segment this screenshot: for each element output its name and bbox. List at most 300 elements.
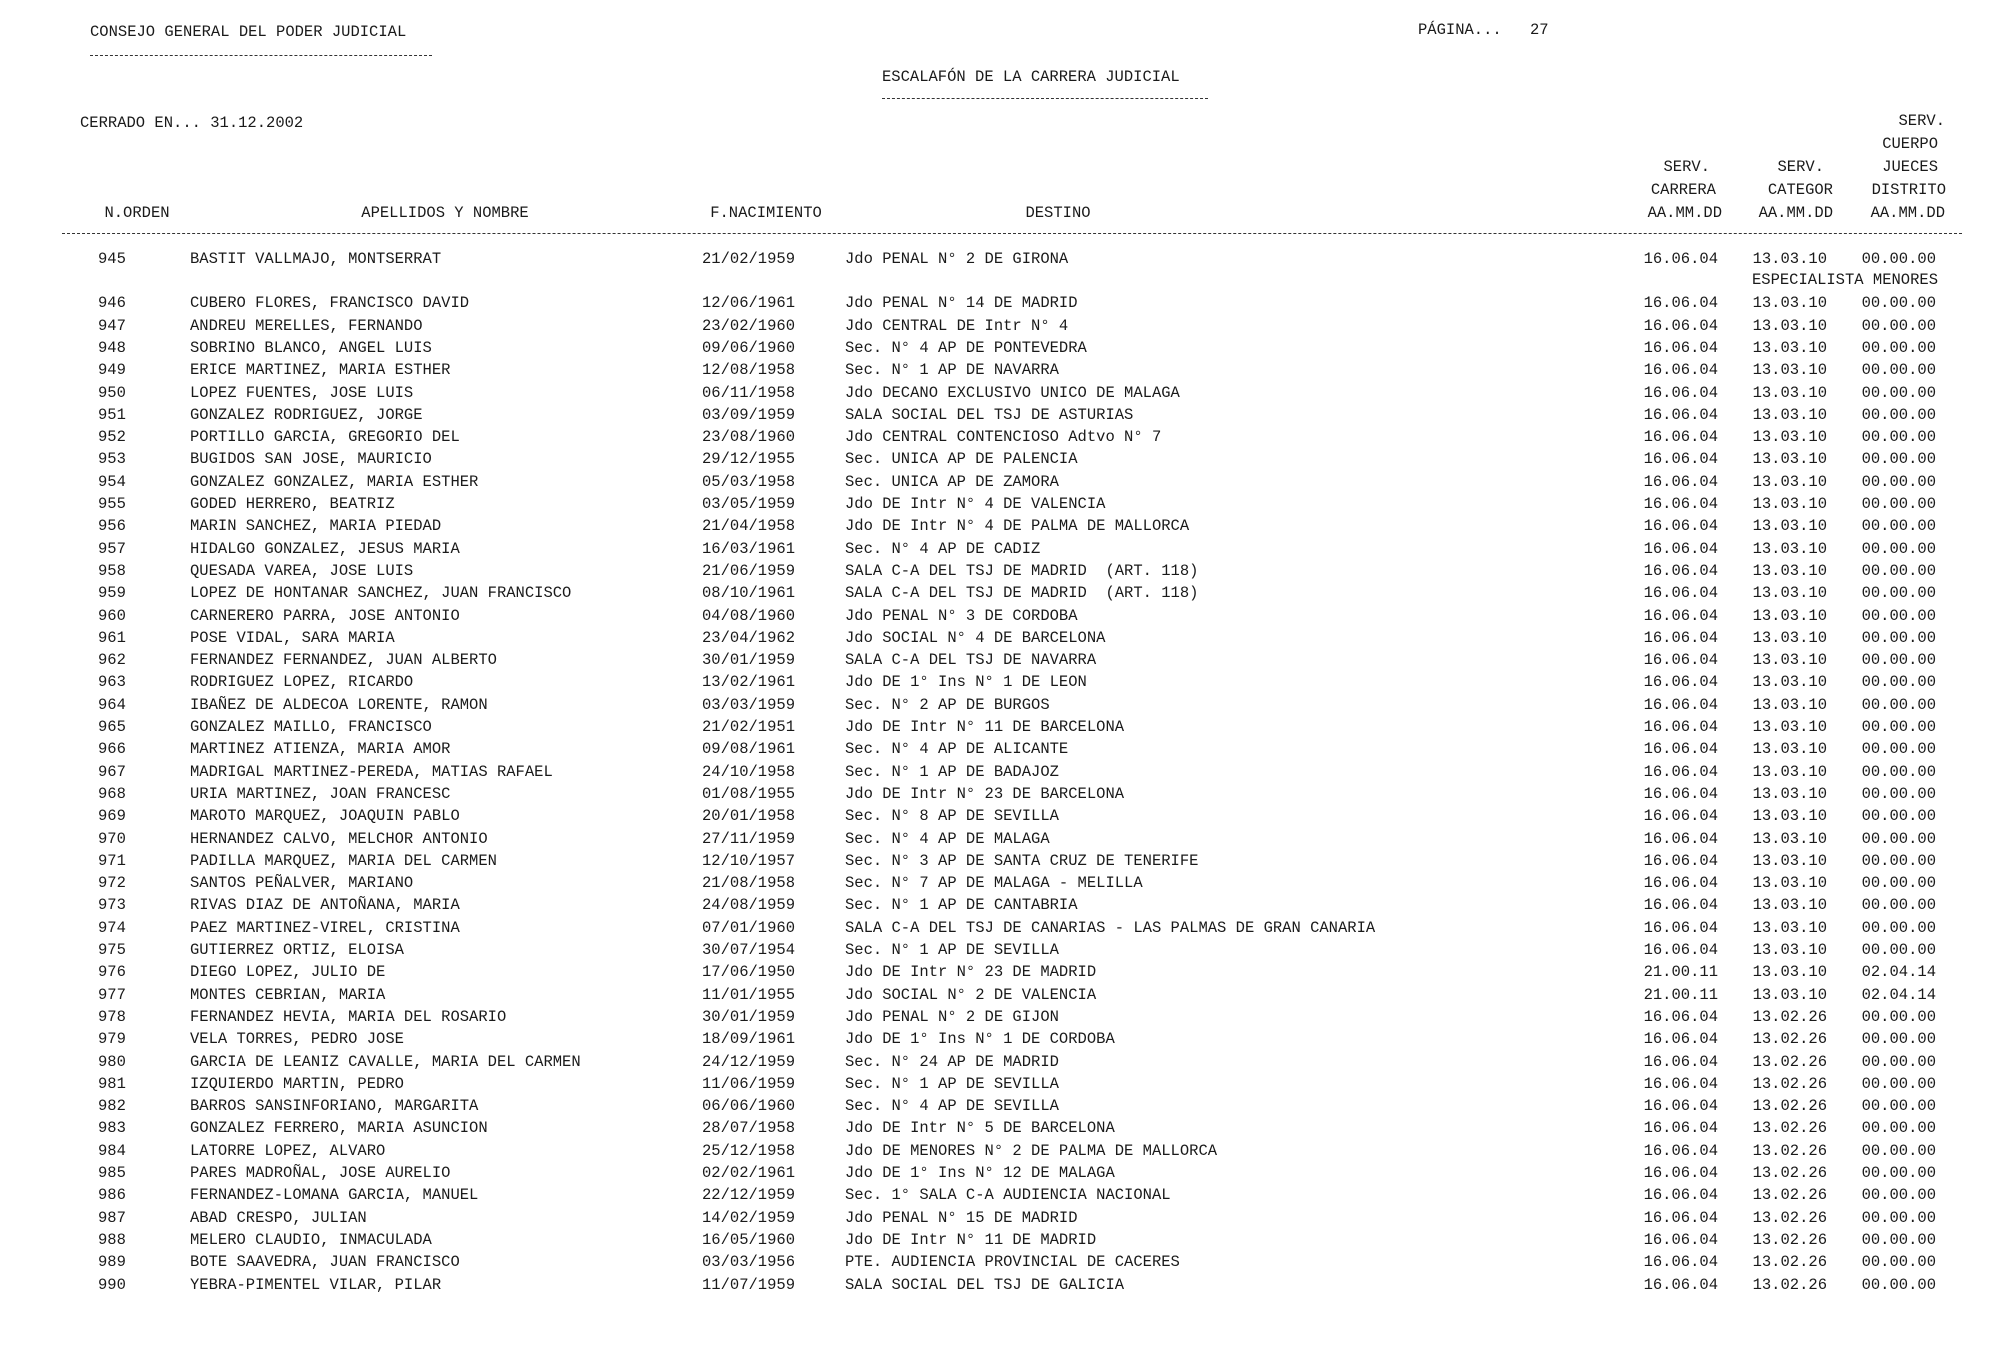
row-serv-categor: 13.03.10 <box>1752 985 1827 1004</box>
row-serv-categor: 13.03.10 <box>1752 450 1827 469</box>
row-serv-carrera: 16.06.04 <box>1643 718 1718 736</box>
row-orden: 964 <box>98 695 126 714</box>
col-header-carrera-3: AA.MM.DD <box>1647 204 1722 222</box>
row-serv-categor: 13.02.26 <box>1752 1097 1827 1116</box>
row-serv-cuerpo: 00.00.00 <box>1861 294 1936 313</box>
row-serv-categor: 13.03.10 <box>1752 941 1827 959</box>
page-number: 27 <box>1530 21 1549 39</box>
row-serv-carrera: 16.06.04 <box>1643 941 1718 959</box>
row-destino: PTE. AUDIENCIA PROVINCIAL DE CACERES <box>845 1253 1180 1272</box>
row-orden: 966 <box>98 740 126 759</box>
row-destino: Jdo DECANO EXCLUSIVO UNICO DE MALAGA <box>845 383 1180 402</box>
row-name: LATORRE LOPEZ, ALVARO <box>190 1141 386 1160</box>
row-birth: 14/02/1959 <box>702 1208 796 1227</box>
header-separator <box>62 233 1962 234</box>
row-name: PORTILLO GARCIA, GREGORIO DEL <box>190 428 460 447</box>
row-serv-cuerpo: 00.00.00 <box>1861 918 1936 937</box>
row-destino: Jdo DE 1° Ins N° 1 DE LEON <box>845 673 1087 692</box>
row-serv-cuerpo: 02.04.14 <box>1861 963 1936 982</box>
row-serv-carrera: 16.06.04 <box>1643 361 1718 380</box>
row-serv-carrera: 16.06.04 <box>1643 539 1718 558</box>
row-destino: Jdo DE Intr N° 4 DE PALMA DE MALLORCA <box>845 517 1190 536</box>
row-destino: Jdo DE Intr N° 11 DE BARCELONA <box>845 718 1125 736</box>
col-header-categor-3: AA.MM.DD <box>1758 204 1833 222</box>
row-orden: 954 <box>98 472 126 491</box>
row-orden: 967 <box>98 762 126 781</box>
row-serv-categor: 13.03.10 <box>1752 874 1827 893</box>
row-serv-carrera: 16.06.04 <box>1643 1275 1718 1294</box>
row-destino: Sec. N° 4 AP DE SEVILLA <box>845 1097 1059 1116</box>
row-serv-cuerpo: 00.00.00 <box>1861 250 1936 268</box>
row-serv-categor: 13.02.26 <box>1752 1030 1827 1049</box>
row-serv-categor: 13.02.26 <box>1752 1208 1827 1227</box>
row-serv-cuerpo: 00.00.00 <box>1861 740 1936 759</box>
row-serv-categor: 13.02.26 <box>1752 1253 1827 1272</box>
row-serv-cuerpo: 00.00.00 <box>1861 405 1936 424</box>
row-serv-carrera: 16.06.04 <box>1643 1097 1718 1116</box>
row-birth: 08/10/1961 <box>702 584 796 603</box>
row-name: PARES MADROÑAL, JOSE AURELIO <box>190 1164 451 1182</box>
row-name: MONTES CEBRIAN, MARIA <box>190 985 386 1004</box>
row-destino: Sec. 1° SALA C-A AUDIENCIA NACIONAL <box>845 1186 1171 1205</box>
row-orden: 986 <box>98 1186 126 1205</box>
row-orden: 955 <box>98 495 126 513</box>
row-destino: Sec. N° 3 AP DE SANTA CRUZ DE TENERIFE <box>845 851 1199 870</box>
row-serv-cuerpo: 00.00.00 <box>1861 784 1936 803</box>
row-serv-categor: 13.03.10 <box>1752 472 1827 491</box>
row-orden: 990 <box>98 1275 126 1294</box>
row-serv-carrera: 16.06.04 <box>1643 338 1718 357</box>
row-birth: 24/08/1959 <box>702 896 796 915</box>
row-destino: Jdo SOCIAL N° 4 DE BARCELONA <box>845 628 1106 647</box>
row-orden: 973 <box>98 896 126 915</box>
row-serv-cuerpo: 00.00.00 <box>1861 338 1936 357</box>
row-serv-categor: 13.03.10 <box>1752 851 1827 870</box>
row-serv-categor: 13.03.10 <box>1752 428 1827 447</box>
row-serv-carrera: 16.06.04 <box>1643 673 1718 692</box>
row-serv-cuerpo: 00.00.00 <box>1861 472 1936 491</box>
row-orden: 971 <box>98 851 126 870</box>
row-name: GONZALEZ GONZALEZ, MARIA ESTHER <box>190 472 479 491</box>
row-name: IZQUIERDO MARTIN, PEDRO <box>190 1074 404 1093</box>
row-serv-categor: 13.03.10 <box>1752 294 1827 313</box>
row-serv-cuerpo: 00.00.00 <box>1861 361 1936 380</box>
row-serv-categor: 13.03.10 <box>1752 250 1827 268</box>
row-serv-categor: 13.02.26 <box>1752 1230 1827 1249</box>
row-orden: 978 <box>98 1007 126 1026</box>
col-header-carrera-2: CARRERA <box>1650 181 1716 199</box>
row-serv-carrera: 16.06.04 <box>1643 762 1718 781</box>
row-serv-carrera: 16.06.04 <box>1643 1119 1718 1138</box>
col-header-carrera-1: SERV. <box>1663 158 1710 176</box>
row-serv-carrera: 16.06.04 <box>1643 784 1718 803</box>
row-serv-cuerpo: 00.00.00 <box>1861 1030 1936 1049</box>
row-name: FERNANDEZ-LOMANA GARCIA, MANUEL <box>190 1186 479 1205</box>
row-orden: 963 <box>98 673 126 692</box>
row-birth: 09/06/1960 <box>702 338 796 357</box>
row-serv-carrera: 16.06.04 <box>1643 829 1718 848</box>
row-serv-categor: 13.03.10 <box>1752 338 1827 357</box>
row-birth: 07/01/1960 <box>702 918 796 937</box>
row-serv-cuerpo: 00.00.00 <box>1861 517 1936 536</box>
row-name: LOPEZ FUENTES, JOSE LUIS <box>190 383 414 402</box>
row-serv-carrera: 16.06.04 <box>1643 450 1718 469</box>
row-destino: Jdo DE Intr N° 23 DE BARCELONA <box>845 784 1125 803</box>
row-serv-categor: 13.03.10 <box>1752 918 1827 937</box>
row-serv-categor: 13.03.10 <box>1752 539 1827 558</box>
row-birth: 12/06/1961 <box>702 294 796 313</box>
row-serv-cuerpo: 00.00.00 <box>1861 695 1936 714</box>
row-destino: Sec. N° 4 AP DE ALICANTE <box>845 740 1069 759</box>
row-orden: 976 <box>98 963 126 982</box>
row-orden: 988 <box>98 1230 126 1249</box>
row-serv-categor: 13.03.10 <box>1752 517 1827 536</box>
row-birth: 21/06/1959 <box>702 561 796 580</box>
row-birth: 25/12/1958 <box>702 1141 796 1160</box>
row-serv-categor: 13.02.26 <box>1752 1119 1827 1138</box>
row-destino: Jdo PENAL N° 2 DE GIJON <box>845 1007 1059 1026</box>
row-serv-categor: 13.02.26 <box>1752 1164 1827 1182</box>
row-birth: 21/08/1958 <box>702 874 796 893</box>
row-destino: SALA C-A DEL TSJ DE NAVARRA <box>845 651 1097 670</box>
specialist-note: ESPECIALISTA MENORES <box>1751 271 1938 289</box>
row-serv-carrera: 16.06.04 <box>1643 807 1718 826</box>
row-birth: 05/03/1958 <box>702 472 796 491</box>
organization-name: CONSEJO GENERAL DEL PODER JUDICIAL <box>90 23 407 41</box>
row-birth: 16/05/1960 <box>702 1230 796 1249</box>
row-name: BOTE SAAVEDRA, JUAN FRANCISCO <box>190 1253 460 1272</box>
row-serv-cuerpo: 00.00.00 <box>1861 1097 1936 1116</box>
row-birth: 03/09/1959 <box>702 405 796 424</box>
row-orden: 946 <box>98 294 126 313</box>
row-serv-carrera: 16.06.04 <box>1643 628 1718 647</box>
row-name: CARNERERO PARRA, JOSE ANTONIO <box>190 606 460 625</box>
row-birth: 03/03/1956 <box>702 1253 796 1272</box>
row-name: GONZALEZ MAILLO, FRANCISCO <box>190 718 432 736</box>
row-name: DIEGO LOPEZ, JULIO DE <box>190 963 386 982</box>
row-name: VELA TORRES, PEDRO JOSE <box>190 1030 404 1049</box>
row-orden: 956 <box>98 517 126 536</box>
row-serv-cuerpo: 00.00.00 <box>1861 1007 1936 1026</box>
row-destino: Jdo SOCIAL N° 2 DE VALENCIA <box>845 985 1097 1004</box>
row-orden: 968 <box>98 784 126 803</box>
row-birth: 12/08/1958 <box>702 361 796 380</box>
page-label: PÁGINA... <box>1418 21 1502 39</box>
row-birth: 21/02/1959 <box>702 250 796 268</box>
col-header-orden: N.ORDEN <box>104 204 170 222</box>
row-orden: 948 <box>98 338 126 357</box>
closing-date: CERRADO EN... 31.12.2002 <box>80 114 304 132</box>
row-destino: Jdo PENAL N° 3 DE CORDOBA <box>845 606 1078 625</box>
row-birth: 30/01/1959 <box>702 1007 796 1026</box>
row-name: FERNANDEZ HEVIA, MARIA DEL ROSARIO <box>190 1007 507 1026</box>
row-serv-carrera: 16.06.04 <box>1643 383 1718 402</box>
row-orden: 977 <box>98 985 126 1004</box>
col-header-categor-1: SERV. <box>1777 158 1824 176</box>
row-orden: 949 <box>98 361 126 380</box>
row-destino: Jdo DE Intr N° 11 DE MADRID <box>845 1230 1097 1249</box>
row-serv-carrera: 16.06.04 <box>1643 472 1718 491</box>
row-birth: 09/08/1961 <box>702 740 796 759</box>
row-name: QUESADA VAREA, JOSE LUIS <box>190 561 414 580</box>
row-name: FERNANDEZ FERNANDEZ, JUAN ALBERTO <box>190 651 497 670</box>
row-name: CUBERO FLORES, FRANCISCO DAVID <box>190 294 470 313</box>
row-destino: SALA C-A DEL TSJ DE CANARIAS - LAS PALMAS DE GRAN CANARIA <box>845 918 1376 937</box>
row-name: GONZALEZ FERRERO, MARIA ASUNCION <box>190 1119 488 1138</box>
row-serv-categor: 13.03.10 <box>1752 606 1827 625</box>
row-serv-categor: 13.03.10 <box>1752 829 1827 848</box>
row-birth: 28/07/1958 <box>702 1119 796 1138</box>
document-title: ESCALAFÓN DE LA CARRERA JUDICIAL <box>882 68 1180 86</box>
row-serv-cuerpo: 00.00.00 <box>1861 1253 1936 1272</box>
row-serv-categor: 13.03.10 <box>1752 740 1827 759</box>
row-destino: Sec. N° 4 AP DE PONTEVEDRA <box>845 338 1087 357</box>
row-destino: Jdo CENTRAL CONTENCIOSO Adtvo N° 7 <box>845 428 1162 447</box>
row-serv-cuerpo: 00.00.00 <box>1861 718 1936 736</box>
row-birth: 22/12/1959 <box>702 1186 796 1205</box>
row-orden: 965 <box>98 718 126 736</box>
row-orden: 969 <box>98 807 126 826</box>
row-serv-carrera: 16.06.04 <box>1643 874 1718 893</box>
row-birth: 30/07/1954 <box>702 941 796 959</box>
col-header-categor-2: CATEGOR <box>1767 181 1833 199</box>
row-serv-carrera: 16.06.04 <box>1643 740 1718 759</box>
row-destino: Sec. N° 1 AP DE CANTABRIA <box>845 896 1078 915</box>
row-serv-carrera: 16.06.04 <box>1643 495 1718 513</box>
row-orden: 950 <box>98 383 126 402</box>
row-destino: Jdo PENAL N° 14 DE MADRID <box>845 294 1078 313</box>
row-serv-categor: 13.03.10 <box>1752 361 1827 380</box>
row-birth: 12/10/1957 <box>702 851 796 870</box>
row-name: GODED HERRERO, BEATRIZ <box>190 495 395 513</box>
row-birth: 13/02/1961 <box>702 673 796 692</box>
row-serv-cuerpo: 00.00.00 <box>1861 673 1936 692</box>
row-serv-categor: 13.03.10 <box>1752 383 1827 402</box>
row-destino: Jdo CENTRAL DE Intr N° 4 <box>845 316 1069 335</box>
row-birth: 01/08/1955 <box>702 784 796 803</box>
row-serv-carrera: 16.06.04 <box>1643 606 1718 625</box>
row-serv-categor: 13.03.10 <box>1752 316 1827 335</box>
row-destino: Jdo DE Intr N° 23 DE MADRID <box>845 963 1097 982</box>
row-serv-categor: 13.03.10 <box>1752 762 1827 781</box>
row-serv-carrera: 16.06.04 <box>1643 1164 1718 1182</box>
row-destino: Sec. N° 4 AP DE MALAGA <box>845 829 1050 848</box>
row-destino: Sec. N° 1 AP DE NAVARRA <box>845 361 1059 380</box>
row-serv-cuerpo: 00.00.00 <box>1861 1141 1936 1160</box>
row-destino: SALA SOCIAL DEL TSJ DE ASTURIAS <box>845 405 1134 424</box>
row-serv-categor: 13.02.26 <box>1752 1052 1827 1071</box>
row-orden: 974 <box>98 918 126 937</box>
row-name: URIA MARTINEZ, JOAN FRANCESC <box>190 784 451 803</box>
row-serv-cuerpo: 00.00.00 <box>1861 495 1936 513</box>
row-orden: 975 <box>98 941 126 959</box>
row-serv-categor: 13.03.10 <box>1752 963 1827 982</box>
row-serv-categor: 13.03.10 <box>1752 673 1827 692</box>
row-serv-categor: 13.03.10 <box>1752 718 1827 736</box>
row-orden: 947 <box>98 316 126 335</box>
row-serv-categor: 13.02.26 <box>1752 1186 1827 1205</box>
row-serv-cuerpo: 00.00.00 <box>1861 1074 1936 1093</box>
row-birth: 29/12/1955 <box>702 450 796 469</box>
row-orden: 983 <box>98 1119 126 1138</box>
row-name: HIDALGO GONZALEZ, JESUS MARIA <box>190 539 460 558</box>
row-orden: 962 <box>98 651 126 670</box>
row-serv-carrera: 21.00.11 <box>1643 985 1718 1004</box>
row-destino: Jdo DE MENORES N° 2 DE PALMA DE MALLORCA <box>845 1141 1218 1160</box>
row-name: PADILLA MARQUEZ, MARIA DEL CARMEN <box>190 851 497 870</box>
row-serv-cuerpo: 00.00.00 <box>1861 1186 1936 1205</box>
row-orden: 952 <box>98 428 126 447</box>
row-orden: 972 <box>98 874 126 893</box>
row-name: GUTIERREZ ORTIZ, ELOISA <box>190 941 404 959</box>
row-serv-cuerpo: 00.00.00 <box>1861 1230 1936 1249</box>
row-serv-categor: 13.03.10 <box>1752 651 1827 670</box>
row-name: MARTINEZ ATIENZA, MARIA AMOR <box>190 740 451 759</box>
row-serv-carrera: 16.06.04 <box>1643 316 1718 335</box>
row-birth: 23/08/1960 <box>702 428 796 447</box>
row-orden: 979 <box>98 1030 126 1049</box>
row-name: YEBRA-PIMENTEL VILAR, PILAR <box>190 1275 442 1294</box>
row-serv-carrera: 16.06.04 <box>1643 1230 1718 1249</box>
row-birth: 06/11/1958 <box>702 383 796 402</box>
row-serv-categor: 13.02.26 <box>1752 1007 1827 1026</box>
row-serv-carrera: 16.06.04 <box>1643 1208 1718 1227</box>
row-orden: 957 <box>98 539 126 558</box>
row-serv-categor: 13.03.10 <box>1752 495 1827 513</box>
row-serv-carrera: 16.06.04 <box>1643 517 1718 536</box>
row-serv-categor: 13.03.10 <box>1752 584 1827 603</box>
row-serv-cuerpo: 00.00.00 <box>1861 1052 1936 1071</box>
col-header-cuerpo-5: AA.MM.DD <box>1870 204 1945 222</box>
row-name: MADRIGAL MARTINEZ-PEREDA, MATIAS RAFAEL <box>190 762 553 781</box>
row-serv-categor: 13.03.10 <box>1752 695 1827 714</box>
row-birth: 03/03/1959 <box>702 695 796 714</box>
row-name: MARIN SANCHEZ, MARIA PIEDAD <box>190 517 442 536</box>
row-destino: Sec. N° 8 AP DE SEVILLA <box>845 807 1059 826</box>
row-destino: Sec. N° 4 AP DE CADIZ <box>845 539 1041 558</box>
row-serv-carrera: 16.06.04 <box>1643 1052 1718 1071</box>
row-serv-carrera: 16.06.04 <box>1643 896 1718 915</box>
row-name: BARROS SANSINFORIANO, MARGARITA <box>190 1097 479 1116</box>
row-serv-categor: 13.03.10 <box>1752 561 1827 580</box>
row-destino: Jdo PENAL N° 15 DE MADRID <box>845 1208 1078 1227</box>
row-birth: 02/02/1961 <box>702 1164 796 1182</box>
row-birth: 30/01/1959 <box>702 651 796 670</box>
row-orden: 982 <box>98 1097 126 1116</box>
row-destino: SALA C-A DEL TSJ DE MADRID (ART. 118) <box>845 584 1199 603</box>
row-serv-cuerpo: 00.00.00 <box>1861 762 1936 781</box>
row-serv-cuerpo: 00.00.00 <box>1861 941 1936 959</box>
row-orden: 989 <box>98 1253 126 1272</box>
row-serv-cuerpo: 00.00.00 <box>1861 316 1936 335</box>
row-serv-carrera: 16.06.04 <box>1643 1007 1718 1026</box>
col-header-cuerpo-2: CUERPO <box>1882 135 1938 153</box>
row-birth: 06/06/1960 <box>702 1097 796 1116</box>
row-serv-carrera: 16.06.04 <box>1643 584 1718 603</box>
row-serv-carrera: 16.06.04 <box>1643 561 1718 580</box>
row-name: IBAÑEZ DE ALDECOA LORENTE, RAMON <box>190 695 488 714</box>
row-serv-cuerpo: 00.00.00 <box>1861 383 1936 402</box>
row-destino: SALA C-A DEL TSJ DE MADRID (ART. 118) <box>845 561 1199 580</box>
row-destino: Sec. N° 24 AP DE MADRID <box>845 1052 1059 1071</box>
row-orden: 985 <box>98 1164 126 1182</box>
row-destino: Jdo DE Intr N° 4 DE VALENCIA <box>845 495 1106 513</box>
row-serv-carrera: 16.06.04 <box>1643 651 1718 670</box>
row-serv-categor: 13.02.26 <box>1752 1074 1827 1093</box>
row-name: ANDREU MERELLES, FERNANDO <box>190 316 423 335</box>
row-serv-cuerpo: 00.00.00 <box>1861 606 1936 625</box>
row-birth: 21/04/1958 <box>702 517 796 536</box>
row-serv-cuerpo: 00.00.00 <box>1861 450 1936 469</box>
row-serv-categor: 13.03.10 <box>1752 405 1827 424</box>
row-name: PAEZ MARTINEZ-VIREL, CRISTINA <box>190 918 460 937</box>
col-header-cuerpo-4: DISTRITO <box>1871 181 1946 199</box>
row-serv-cuerpo: 00.00.00 <box>1861 807 1936 826</box>
row-destino: Sec. N° 2 AP DE BURGOS <box>845 695 1050 714</box>
row-orden: 945 <box>98 250 126 268</box>
col-header-nacimiento: F.NACIMIENTO <box>710 204 822 222</box>
row-serv-carrera: 16.06.04 <box>1643 1253 1718 1272</box>
row-orden: 959 <box>98 584 126 603</box>
row-name: ABAD CRESPO, JULIAN <box>190 1208 367 1227</box>
row-destino: Sec. N° 7 AP DE MALAGA - MELILLA <box>845 874 1143 893</box>
col-header-cuerpo-1: SERV. <box>1898 112 1945 130</box>
row-serv-carrera: 16.06.04 <box>1643 695 1718 714</box>
row-destino: Sec. N° 1 AP DE BADAJOZ <box>845 762 1059 781</box>
row-serv-carrera: 16.06.04 <box>1643 294 1718 313</box>
row-name: SOBRINO BLANCO, ANGEL LUIS <box>190 338 432 357</box>
row-destino: Jdo DE Intr N° 5 DE BARCELONA <box>845 1119 1115 1138</box>
row-name: RODRIGUEZ LOPEZ, RICARDO <box>190 673 414 692</box>
row-name: LOPEZ DE HONTANAR SANCHEZ, JUAN FRANCISCO <box>190 584 572 603</box>
row-serv-carrera: 16.06.04 <box>1643 405 1718 424</box>
row-birth: 11/07/1959 <box>702 1275 796 1294</box>
row-birth: 03/05/1959 <box>702 495 796 513</box>
row-serv-categor: 13.02.26 <box>1752 1275 1827 1294</box>
row-birth: 23/04/1962 <box>702 628 796 647</box>
row-serv-carrera: 16.06.04 <box>1643 851 1718 870</box>
row-birth: 24/12/1959 <box>702 1052 796 1071</box>
row-orden: 961 <box>98 628 126 647</box>
row-destino: SALA SOCIAL DEL TSJ DE GALICIA <box>845 1275 1125 1294</box>
row-name: RIVAS DIAZ DE ANTOÑANA, MARIA <box>190 896 460 915</box>
row-serv-carrera: 16.06.04 <box>1643 1030 1718 1049</box>
row-serv-carrera: 16.06.04 <box>1643 428 1718 447</box>
row-serv-carrera: 16.06.04 <box>1643 1074 1718 1093</box>
row-name: SANTOS PEÑALVER, MARIANO <box>190 874 414 893</box>
row-destino: Sec. UNICA AP DE ZAMORA <box>845 472 1059 491</box>
row-destino: Sec. N° 1 AP DE SEVILLA <box>845 1074 1059 1093</box>
row-serv-carrera: 16.06.04 <box>1643 1186 1718 1205</box>
row-serv-carrera: 21.00.11 <box>1643 963 1718 982</box>
row-name: MAROTO MARQUEZ, JOAQUIN PABLO <box>190 807 460 826</box>
row-name: BUGIDOS SAN JOSE, MAURICIO <box>190 450 432 469</box>
row-destino: Jdo DE 1° Ins N° 1 DE CORDOBA <box>845 1030 1115 1049</box>
row-name: MELERO CLAUDIO, INMACULADA <box>190 1230 432 1249</box>
row-serv-cuerpo: 00.00.00 <box>1861 561 1936 580</box>
row-birth: 18/09/1961 <box>702 1030 796 1049</box>
row-birth: 24/10/1958 <box>702 762 796 781</box>
row-birth: 27/11/1959 <box>702 829 796 848</box>
row-serv-cuerpo: 00.00.00 <box>1861 1208 1936 1227</box>
row-serv-categor: 13.03.10 <box>1752 628 1827 647</box>
row-serv-cuerpo: 00.00.00 <box>1861 651 1936 670</box>
row-birth: 23/02/1960 <box>702 316 796 335</box>
row-serv-categor: 13.03.10 <box>1752 807 1827 826</box>
row-serv-cuerpo: 00.00.00 <box>1861 896 1936 915</box>
organization-underline <box>90 55 432 56</box>
row-orden: 958 <box>98 561 126 580</box>
